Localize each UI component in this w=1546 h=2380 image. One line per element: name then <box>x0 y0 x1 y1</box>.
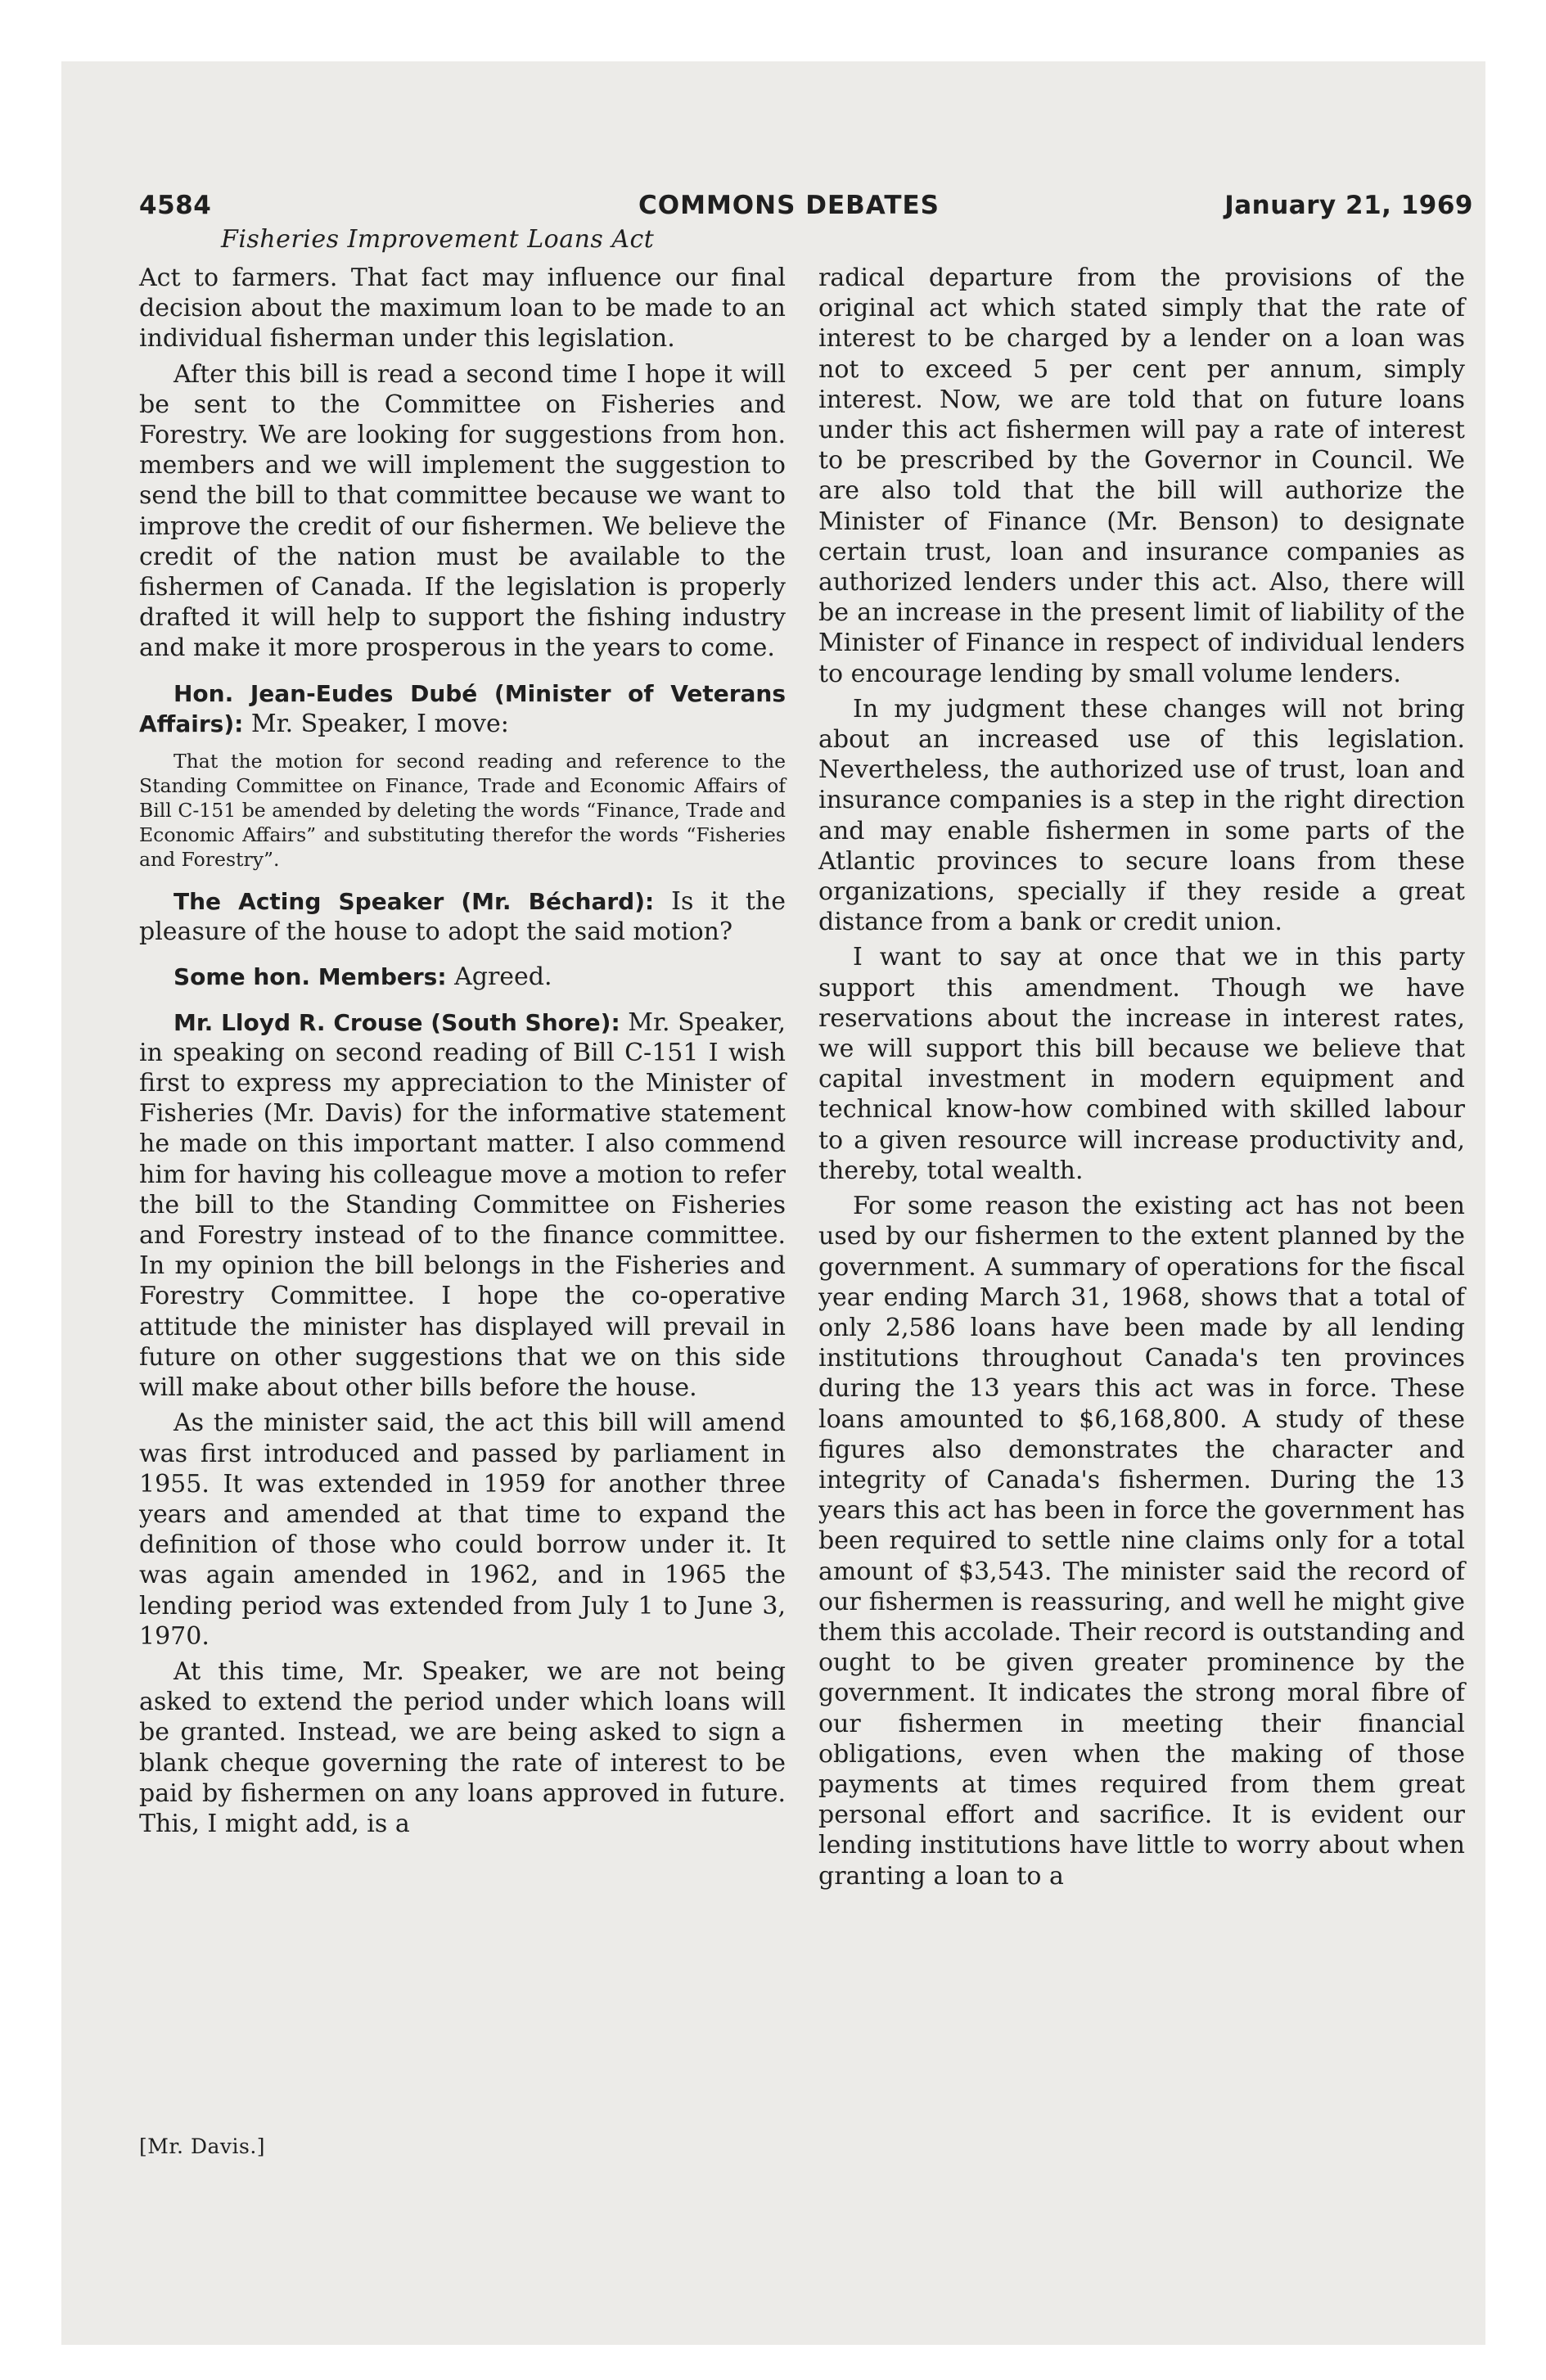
speech-text: Mr. Speaker, in speaking on second reading of Bill C-151 I wish first to express my appreciation to the Minister of Fisheries (Mr. Davis) for the informative statement he made on this important matter. I also commend him for having his colleague move a motion to refer the bill to the Standing Committee on Fisheries and Forestry instead of to the finance committee. In my opinion the bill belongs in the Fisheries and Forestry Committee. I hope the co-operative attitude the minister has displayed will prevail in future on other suggestions that we on this side will make about other bills before the house. <box>139 1007 786 1403</box>
speaker-name: Mr. Lloyd R. Crouse (South Shore): <box>174 1008 620 1036</box>
paragraph: I want to say at once that we in this party support this amendment. Though we have reservations about the increase in interest rates, we will support this bill because we believe that capital investment in modern equipment and technical know-how combined with skilled labour to a given resource will increase productivity and, thereby, total wealth. <box>818 943 1465 1185</box>
paragraph: In my judgment these changes will not bring about an increased use of this legislation. Nevertheless, the authorized use of trust, loan and insurance companies is a step in the right direction and may enable fishermen in some parts of the Atlantic provinces to secure loans from these organizations, specially if they reside a great distance from a bank or credit union. <box>818 694 1465 937</box>
motion-text: That the motion for second reading and reference to the Standing Committee on Finance, Trade and Economic Affairs of Bill C-151 be amended by deleting the words “Finance, Trade and Economic Affairs” and substituting therefor the words “Fisheries and Forestry”. <box>139 750 786 872</box>
publication-title: COMMONS DEBATES <box>638 191 940 220</box>
speaker-name: Some hon. Members: <box>174 963 447 991</box>
left-column <box>139 263 786 1844</box>
speech-text: Is it the pleasure of the house to adopt the said motion? <box>139 887 786 947</box>
paragraph: After this bill is read a second time I hope it will be sent to the Committee on Fisheries and Forestry. We are looking for suggestions from hon. members and we will implement the suggestion to send the bill to that committee because we want to improve the credit of our fishermen. We believe the credit of the nation must be available to the fishermen of Canada. If the legislation is properly drafted it will help to support the fishing industry and make it more prosperous in the years to come. <box>139 359 786 663</box>
speech-acting-speaker <box>139 886 786 947</box>
page-date: January 21, 1969 <box>1224 191 1473 220</box>
paragraph: For some reason the existing act has not been used by our fishermen to the extent planned by the government. A summary of operations for the fiscal year ending March 31, 1968, shows that a total of only 2,586 loans have been made by all lending institutions throughout Canada's ten provinces during the 13 years this act was in force. These loans amounted to $6,168,800. A study of these figures also demonstrates the character and integrity of Canada's fishermen. During the 13 years this act has been in force the government has been required to settle nine claims only for a total amount of $3,543. The minister said the record of our fishermen is reassuring, and well he might give them this accolade. Their record is outstanding and ought to be given greater prominence by the government. It indicates the strong moral fibre of our fishermen in meeting their financial obligations, even when the making of those payments at times required from them great personal effort and sacrifice. It is evident our lending institutions have little to worry about when granting a loan to a <box>818 1192 1465 1891</box>
paragraph: radical departure from the provisions of the original act which stated simply that the rate of interest to be charged by a lender on a loan was not to exceed 5 per cent per annum, simply interest. Now, we are told that on future loans under this act fishermen will pay a rate of interest to be prescribed by the Governor in Council. We are also told that the bill will authorize the Minister of Finance (Mr. Benson) to designate certain trust, loan and insurance companies as authorized lenders under this act. Also, there will be an increase in the present limit of liability of the Minister of Finance in respect of individual lenders to encourage lending by small volume lenders. <box>818 264 1465 688</box>
page-number: 4584 <box>139 191 212 220</box>
paragraph: Act to farmers. That fact may influence our final decision about the maximum loan to be made to an individual fisherman under this legislation. <box>139 264 786 354</box>
speech-dube <box>139 678 786 739</box>
right-column <box>818 263 1465 1896</box>
speech-text: Agreed. <box>446 962 552 992</box>
speech-members <box>139 962 786 992</box>
paragraph: At this time, Mr. Speaker, we are not being asked to extend the period under which loans will be granted. Instead, we are being asked to sign a blank cheque governing the rate of interest to be paid by fishermen on any loans approved in future. This, I might add, is a <box>139 1657 786 1838</box>
paragraph: As the minister said, the act this bill will amend was first introduced and passed by parliament in 1955. It was extended in 1959 for another three years and amended at that time to expand the definition of those who could borrow under it. It was again amended in 1962, and in 1965 the lending period was extended from July 1 to June 3, 1970. <box>139 1409 786 1651</box>
speaker-name: The Acting Speaker (Mr. Béchard): <box>174 888 655 916</box>
hansard-page <box>139 184 1473 2230</box>
speech-text: Mr. Speaker, I move: <box>243 709 509 738</box>
speaker-name: Hon. Jean-Eudes Dubé (Minister of Veterans Affairs): <box>139 679 786 737</box>
footer-speaker-note: [Mr. Davis.] <box>139 2134 266 2158</box>
speech-crouse <box>139 1007 786 1404</box>
running-title: Fisheries Improvement Loans Act <box>221 225 655 254</box>
